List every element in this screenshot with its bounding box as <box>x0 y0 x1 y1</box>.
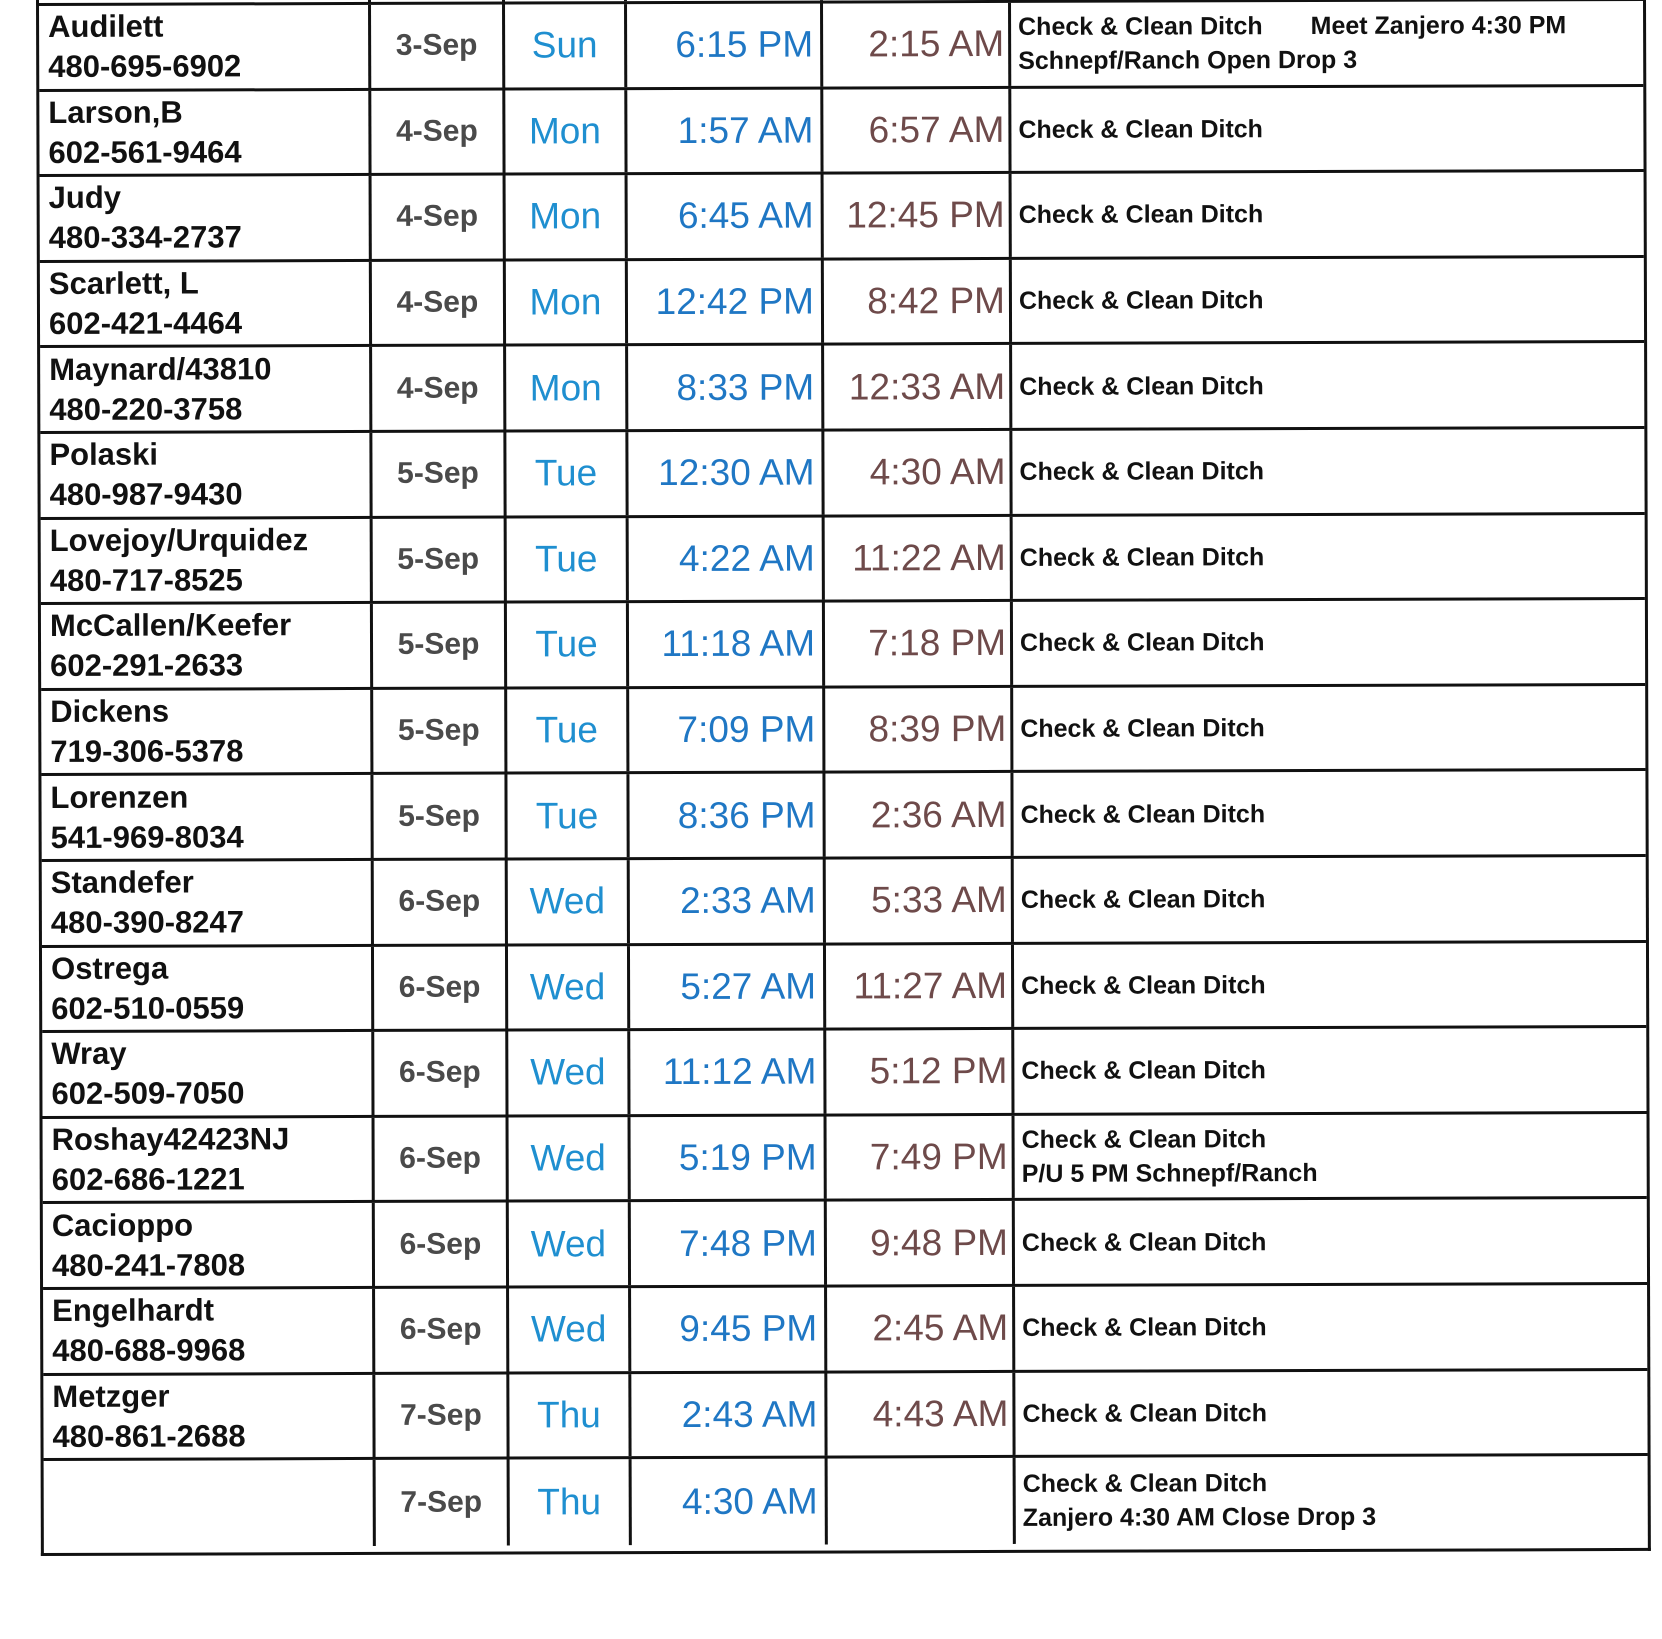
end-time-cell <box>824 345 1012 428</box>
note-primary: Check & Clean Ditch <box>1019 371 1264 401</box>
irrigator-cell <box>39 91 371 175</box>
date-cell <box>374 860 508 943</box>
date-value: 6-Sep <box>398 1056 481 1090</box>
irrigator-name: McCallen/Keefer <box>49 607 292 644</box>
day-value: Wed <box>530 1137 606 1179</box>
irrigator-name: Dickens <box>50 693 170 730</box>
irrigator-name: Ostrega <box>50 950 169 986</box>
end-time-cell <box>823 3 1011 86</box>
end-time-cell <box>825 773 1013 856</box>
irrigator-cell <box>41 775 373 859</box>
start-time-cell <box>627 89 823 172</box>
end-time-value: 5:12 PM <box>869 1050 1008 1092</box>
irrigator-name: Scarlett, L <box>48 265 199 302</box>
start-time-value: 8:36 PM <box>677 794 816 836</box>
day-cell <box>509 1202 631 1285</box>
start-time-value: 2:33 AM <box>680 879 816 922</box>
note-line-1 <box>1019 453 1644 489</box>
day-cell <box>505 90 627 173</box>
day-value: Mon <box>529 366 602 409</box>
end-time-cell <box>824 260 1012 343</box>
note-line-2 <box>1022 1155 1647 1191</box>
irrigator-cell <box>40 262 372 346</box>
end-time-cell <box>826 944 1014 1027</box>
irrigator-phone: 480-695-6902 <box>48 48 242 85</box>
date-cell <box>375 1374 509 1457</box>
date-cell <box>373 689 507 772</box>
day-cell <box>507 774 629 857</box>
irrigator-name: Larson,B <box>48 94 183 130</box>
table-row <box>41 771 1645 862</box>
start-time-value: 11:18 AM <box>661 623 816 665</box>
date-value: 4-Sep <box>396 285 479 319</box>
end-time-value: 7:18 PM <box>868 622 1007 664</box>
start-time-cell <box>629 774 825 857</box>
start-time-value: 9:45 PM <box>679 1307 818 1350</box>
irrigator-phone: 480-220-3758 <box>49 391 243 427</box>
notes-cell <box>1011 1 1643 86</box>
table-row <box>43 1285 1647 1376</box>
date-cell <box>372 432 506 515</box>
date-cell <box>373 604 507 687</box>
irrigator-cell <box>43 1118 375 1202</box>
start-time-cell <box>629 603 825 686</box>
table-row <box>40 343 1644 434</box>
irrigator-cell <box>40 433 372 517</box>
day-value: Tue <box>535 709 599 751</box>
start-time-value: 8:33 PM <box>676 366 815 408</box>
end-time-value: 12:45 PM <box>846 194 1005 236</box>
irrigation-schedule-table <box>36 0 1651 1556</box>
day-value: Thu <box>537 1481 602 1523</box>
end-time-value: 4:43 AM <box>872 1392 1009 1435</box>
day-value: Mon <box>529 195 602 237</box>
note-line-1 <box>1023 1465 1648 1501</box>
note-line-2 <box>1023 1499 1648 1535</box>
notes-cell <box>1013 515 1645 600</box>
start-time-value: 4:22 AM <box>678 537 815 579</box>
day-value: Thu <box>536 1394 601 1436</box>
irrigator-name: Engelhardt <box>52 1292 215 1329</box>
date-value: 7-Sep <box>400 1485 483 1519</box>
irrigator-phone: 480-688-9968 <box>52 1332 246 1369</box>
day-cell <box>507 689 629 772</box>
start-time-value: 7:48 PM <box>679 1222 817 1264</box>
end-time-value: 2:45 AM <box>872 1307 1009 1349</box>
start-time-cell <box>627 4 823 87</box>
irrigator-phone: 719-306-5378 <box>50 733 244 770</box>
notes-cell <box>1015 1285 1647 1370</box>
note-primary: Check & Clean Ditch <box>1020 714 1265 743</box>
note-primary: Check & Clean Ditch <box>1018 286 1264 315</box>
irrigator-name: Maynard/43810 <box>49 350 272 387</box>
irrigator-cell <box>44 1460 376 1547</box>
notes-cell <box>1014 1028 1646 1113</box>
date-cell <box>372 347 506 430</box>
end-time-cell <box>824 431 1012 514</box>
start-time-value: 6:15 PM <box>675 23 814 66</box>
table-row <box>41 600 1645 691</box>
irrigator-cell <box>42 861 374 945</box>
date-cell <box>376 1460 510 1546</box>
end-time-cell <box>825 688 1013 771</box>
end-time-value: 9:48 PM <box>870 1221 1008 1263</box>
date-value: 6-Sep <box>398 970 481 1004</box>
start-time-cell <box>629 688 825 771</box>
note-primary: Check & Clean Ditch <box>1022 1313 1267 1343</box>
irrigator-cell <box>40 347 372 431</box>
note-primary: Check & Clean Ditch <box>1018 200 1264 230</box>
date-value: 4-Sep <box>396 200 479 234</box>
note-line-1 <box>1020 539 1645 575</box>
note-primary: Check & Clean Ditch <box>1019 543 1265 572</box>
start-time-cell <box>631 1202 827 1285</box>
note-primary: Check & Clean Ditch <box>1021 1227 1267 1257</box>
end-time-cell <box>827 1287 1015 1370</box>
note-primary: Check & Clean Ditch <box>1021 970 1266 1000</box>
notes-cell <box>1013 686 1645 771</box>
irrigator-phone: 480-334-2737 <box>48 219 242 256</box>
end-time-cell <box>827 1372 1015 1455</box>
note-line-1 <box>1021 967 1646 1003</box>
note-primary: Check & Clean Ditch <box>1019 628 1265 658</box>
start-time-value: 7:09 PM <box>677 708 816 751</box>
table-row <box>41 515 1645 606</box>
end-time-value: 2:36 AM <box>870 793 1007 836</box>
note-primary: Check & Clean Ditch <box>1021 1125 1267 1154</box>
table-row <box>42 942 1646 1033</box>
irrigator-cell <box>43 1203 375 1287</box>
table-row <box>41 686 1645 777</box>
note-line-1 <box>1021 1052 1646 1088</box>
note-primary: Check & Clean Ditch <box>1021 1056 1266 1086</box>
start-time-value: 12:42 PM <box>655 280 815 323</box>
irrigator-cell <box>40 176 372 260</box>
date-cell <box>371 5 505 88</box>
start-time-cell <box>628 431 824 514</box>
start-time-value: 12:30 AM <box>658 451 815 494</box>
date-value: 6-Sep <box>399 1227 482 1261</box>
day-value: Mon <box>529 281 602 323</box>
day-cell <box>506 261 628 344</box>
start-time-cell <box>631 1116 827 1199</box>
end-time-cell <box>828 1458 1016 1544</box>
irrigator-name: Lorenzen <box>50 779 189 815</box>
start-time-cell <box>631 1287 827 1370</box>
notes-cell <box>1012 258 1644 343</box>
start-time-cell <box>632 1459 828 1545</box>
date-cell <box>375 1203 509 1286</box>
irrigator-cell <box>42 946 374 1030</box>
start-time-cell <box>628 260 824 343</box>
irrigator-cell <box>41 690 373 774</box>
note-line-1 <box>1019 196 1644 232</box>
day-value: Wed <box>530 1308 607 1350</box>
date-cell <box>372 261 506 344</box>
note-line-1 <box>1022 1309 1647 1345</box>
day-cell <box>505 4 627 87</box>
note-extra: Meet Zanjero 4:30 PM <box>1310 11 1567 41</box>
day-value: Wed <box>530 1222 607 1265</box>
irrigator-phone: 602-291-2633 <box>50 647 244 684</box>
note-line-1 <box>1018 111 1643 147</box>
irrigator-cell <box>39 5 371 89</box>
note-primary: Check & Clean Ditch <box>1018 12 1263 42</box>
header-cell-start <box>627 0 823 1</box>
day-value: Sun <box>531 24 598 66</box>
end-time-cell <box>823 89 1011 172</box>
notes-cell <box>1014 857 1646 942</box>
start-time-cell <box>628 175 824 258</box>
end-time-value: 8:42 PM <box>867 280 1006 322</box>
table-body <box>39 1 1648 1547</box>
day-cell <box>508 946 630 1029</box>
date-cell <box>372 176 506 259</box>
note-line-1 <box>1018 8 1643 44</box>
day-cell <box>509 1288 631 1371</box>
day-cell <box>506 347 628 430</box>
end-time-cell <box>827 1201 1015 1284</box>
notes-cell <box>1015 1370 1647 1455</box>
end-time-value: 4:30 AM <box>869 451 1006 493</box>
irrigator-name: Standefer <box>50 864 194 901</box>
irrigator-phone: 602-509-7050 <box>51 1075 245 1112</box>
note-secondary: Zanjero 4:30 AM Close Drop 3 <box>1022 1502 1377 1532</box>
day-value: Mon <box>528 110 601 152</box>
day-cell <box>507 603 629 686</box>
end-time-cell <box>825 516 1013 599</box>
note-primary: Check & Clean Ditch <box>1020 885 1266 915</box>
end-time-value: 5:33 AM <box>871 879 1007 921</box>
day-value: Wed <box>529 880 606 922</box>
end-time-value: 6:57 AM <box>868 108 1005 151</box>
table-row <box>39 1 1643 92</box>
irrigator-phone: 602-561-9464 <box>48 134 242 170</box>
note-line-1 <box>1020 624 1645 660</box>
date-cell <box>374 946 508 1029</box>
start-time-cell <box>630 1031 826 1114</box>
end-time-value: 12:33 AM <box>848 365 1006 408</box>
irrigator-phone: 602-686-1221 <box>51 1161 245 1197</box>
start-time-value: 5:27 AM <box>680 965 817 1007</box>
start-time-cell <box>629 517 825 600</box>
start-time-value: 6:45 AM <box>677 195 814 237</box>
notes-cell <box>1013 771 1645 856</box>
irrigator-phone: 541-969-8034 <box>50 818 244 855</box>
date-cell <box>375 1117 509 1200</box>
date-value: 6-Sep <box>398 884 481 919</box>
notes-cell <box>1013 600 1645 685</box>
date-value: 5-Sep <box>398 799 480 833</box>
irrigator-phone: 480-241-7808 <box>51 1246 246 1283</box>
notes-cell <box>1014 942 1646 1027</box>
end-time-cell <box>826 1030 1014 1113</box>
date-value: 6-Sep <box>399 1312 482 1347</box>
day-value: Tue <box>534 452 598 494</box>
irrigator-name: Metzger <box>52 1378 170 1414</box>
note-line-1 <box>1022 1224 1647 1260</box>
irrigator-cell <box>41 519 373 603</box>
day-cell <box>506 432 628 515</box>
table-row <box>43 1199 1647 1290</box>
irrigator-name: Wray <box>51 1036 127 1072</box>
note-primary: Check & Clean Ditch <box>1022 1469 1268 1498</box>
note-primary: Check & Clean Ditch <box>1019 457 1265 487</box>
date-value: 5-Sep <box>397 628 480 662</box>
day-cell <box>506 175 628 258</box>
end-time-value: 8:39 PM <box>868 708 1007 750</box>
date-cell <box>374 1032 508 1115</box>
table-row <box>40 172 1644 263</box>
note-line-1 <box>1022 1395 1647 1431</box>
note-secondary: P/U 5 PM Schnepf/Ranch <box>1021 1158 1318 1188</box>
day-cell <box>509 1374 631 1457</box>
table-row <box>44 1456 1648 1547</box>
day-value: Tue <box>534 538 598 580</box>
irrigator-phone: 602-510-0559 <box>51 990 245 1026</box>
date-value: 3-Sep <box>395 28 478 63</box>
start-time-value: 1:57 AM <box>677 109 814 151</box>
notes-cell <box>1015 1199 1647 1284</box>
notes-cell <box>1015 1114 1647 1199</box>
table-row <box>40 258 1644 349</box>
start-time-value: 11:12 AM <box>662 1050 817 1093</box>
date-value: 6-Sep <box>399 1141 482 1175</box>
start-time-cell <box>630 945 826 1028</box>
header-cell-name <box>39 0 371 3</box>
date-value: 5-Sep <box>397 713 480 747</box>
date-cell <box>373 518 507 601</box>
note-primary: Check & Clean Ditch <box>1020 799 1266 829</box>
table-row <box>43 1114 1647 1205</box>
table-row <box>42 1028 1646 1119</box>
header-cell-day <box>505 0 627 2</box>
note-line-1 <box>1020 710 1645 746</box>
end-time-cell <box>827 1116 1015 1199</box>
note-line-1 <box>1021 796 1646 832</box>
date-cell <box>371 90 505 173</box>
irrigator-phone: 480-987-9430 <box>49 476 243 513</box>
irrigator-name: Judy <box>48 180 122 216</box>
notes-cell <box>1016 1456 1648 1544</box>
end-time-value: 2:15 AM <box>868 23 1005 65</box>
day-value: Tue <box>535 794 599 837</box>
end-time-cell <box>825 602 1013 685</box>
irrigator-phone: 602-421-4464 <box>48 305 243 342</box>
header-cell-date <box>371 0 505 2</box>
start-time-cell <box>631 1373 827 1456</box>
day-value: Wed <box>530 1051 606 1093</box>
start-time-value: 5:19 PM <box>678 1136 817 1179</box>
notes-cell <box>1012 172 1644 257</box>
notes-cell <box>1011 87 1643 172</box>
end-time-cell <box>824 174 1012 257</box>
notes-cell <box>1012 429 1644 514</box>
note-line-1 <box>1022 1121 1647 1157</box>
irrigator-name: Audilett <box>48 8 164 45</box>
irrigator-name: Roshay42423NJ <box>51 1121 290 1157</box>
start-time-cell <box>630 859 826 942</box>
irrigator-phone: 480-717-8525 <box>49 562 243 598</box>
irrigator-cell <box>43 1289 375 1373</box>
irrigator-name: Polaski <box>49 436 159 473</box>
irrigator-phone: 480-390-8247 <box>50 904 245 941</box>
start-time-value: 4:30 AM <box>681 1480 818 1522</box>
date-value: 5-Sep <box>397 542 480 576</box>
table-row <box>39 87 1643 178</box>
note-line-1 <box>1019 282 1644 318</box>
irrigator-cell <box>41 604 373 688</box>
note-primary: Check & Clean Ditch <box>1022 1398 1268 1428</box>
end-time-cell <box>826 859 1014 942</box>
irrigator-phone: 480-861-2688 <box>52 1418 246 1454</box>
start-time-cell <box>628 346 824 429</box>
note-line-1 <box>1021 881 1646 917</box>
note-line-1 <box>1019 368 1644 404</box>
end-time-value: 11:22 AM <box>852 536 1006 579</box>
day-value: Wed <box>529 966 606 1008</box>
date-cell <box>373 775 507 858</box>
header-cell-end <box>823 0 1011 1</box>
note-line-2 <box>1018 42 1643 78</box>
notes-cell <box>1012 343 1644 428</box>
end-time-value: 7:49 PM <box>869 1135 1008 1178</box>
day-cell <box>508 860 630 943</box>
day-cell <box>509 1117 631 1200</box>
irrigator-cell <box>42 1032 374 1116</box>
day-cell <box>508 1031 630 1114</box>
end-time-value: 11:27 AM <box>853 964 1008 1007</box>
date-cell <box>375 1288 509 1371</box>
irrigator-name: Cacioppo <box>51 1207 194 1243</box>
irrigator-cell <box>43 1374 375 1458</box>
date-value: 4-Sep <box>396 371 479 405</box>
day-cell <box>507 518 629 601</box>
start-time-value: 2:43 AM <box>681 1393 818 1435</box>
irrigator-name: Lovejoy/Urquidez <box>49 522 309 558</box>
note-secondary: Schnepf/Ranch Open Drop 3 <box>1018 46 1358 76</box>
table-row <box>40 429 1644 520</box>
day-value: Tue <box>535 623 598 665</box>
table-row <box>42 857 1646 948</box>
note-primary: Check & Clean Ditch <box>1018 115 1263 144</box>
date-value: 4-Sep <box>396 114 478 148</box>
table-row <box>43 1370 1647 1461</box>
day-cell <box>510 1459 632 1545</box>
date-value: 5-Sep <box>397 456 479 491</box>
date-value: 7-Sep <box>400 1398 482 1432</box>
